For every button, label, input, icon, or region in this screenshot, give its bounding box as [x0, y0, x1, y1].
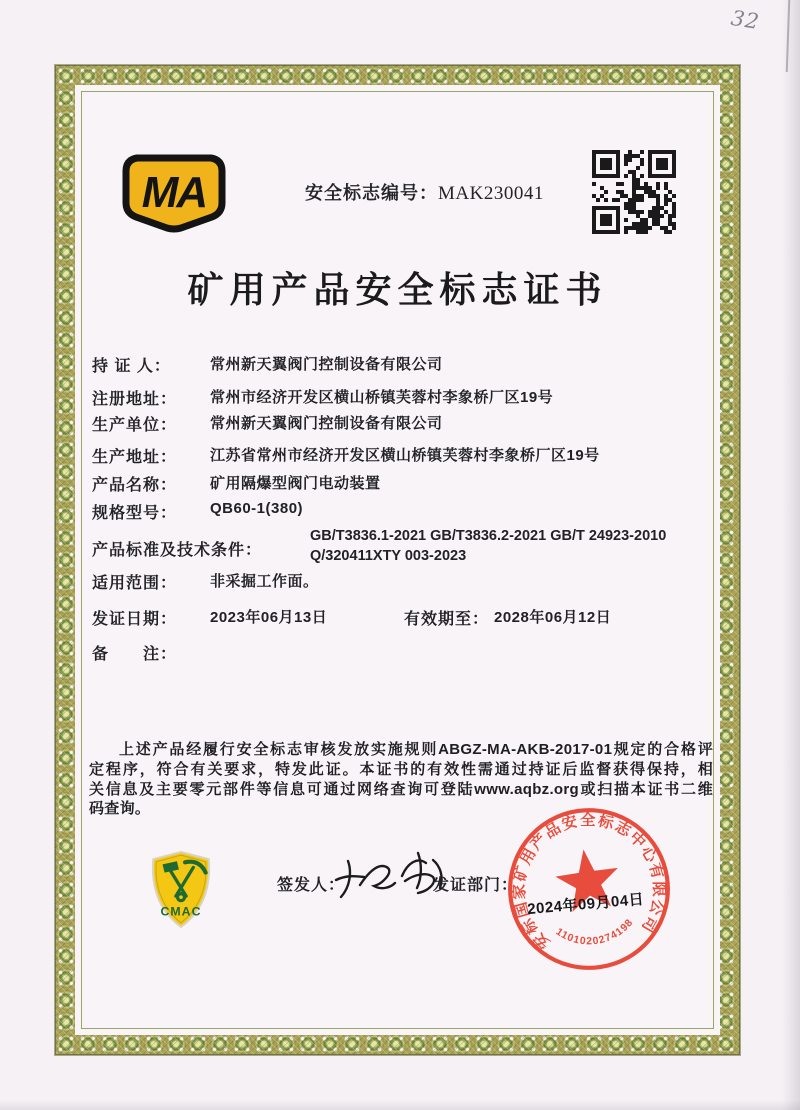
certificate-number-value: MAK230041	[438, 183, 544, 204]
field-value: 矿用隔爆型阀门电动装置	[210, 475, 381, 492]
field-value: 常州市经济开发区横山桥镇芙蓉村李象桥厂区19号	[210, 389, 554, 406]
certificate-number-label: 安全标志编号：	[305, 183, 438, 203]
signer-label: 签发人：	[277, 877, 346, 894]
department-label: 发证部门：	[433, 877, 519, 894]
stamp-date: 2024年09月04日	[526, 890, 645, 919]
scan-edge-shadow-right	[782, 0, 800, 1110]
qr-code	[592, 149, 676, 235]
handwritten-page-number: 32	[729, 5, 762, 35]
statement-line: 定程序，符合有关要求，特发此证。本证书的有效性需通过持证后监督获得保持，相	[89, 760, 713, 778]
ma-logo-text: MA	[141, 168, 207, 217]
field-value: 江苏省常州市经济开发区横山桥镇芙蓉村李象桥厂区19号	[210, 447, 600, 464]
standards-value-line1: GB/T3836.1-2021 GB/T3836.2-2021 GB/T 24923-2010	[310, 528, 667, 544]
red-official-stamp	[495, 795, 682, 982]
field-label: 注册地址：	[92, 391, 178, 408]
field-value: QB60-1(380)	[210, 500, 304, 517]
svg-text:1101020274198	[552, 916, 638, 953]
stamp-ring-text: 安标国家矿用产品安全标志中心有限公司	[511, 812, 667, 952]
cmac-label: CMAC	[160, 904, 202, 919]
statement-line: 上述产品经履行安全标志审核发放实施规则ABGZ-MA-AKB-2017-01规定的合格评	[119, 741, 713, 758]
issue-date-value: 2023年06月13日	[210, 609, 328, 626]
standards-value-line2: Q/320411XTY 003-2023	[310, 548, 467, 564]
cmac-shield-icon	[147, 850, 215, 930]
field-value: 常州新天翼阀门控制设备有限公司	[210, 356, 443, 373]
statement-line: 码查询。	[89, 800, 151, 818]
field-label: 生产地址：	[92, 449, 178, 466]
certificate-title: 矿用产品安全标志证书	[187, 270, 608, 310]
valid-until-label: 有效期至：	[404, 611, 490, 628]
statement-line: 关信息及主要零元部件等信息可通过网络查询可登陆www.aqbz.org或扫描本证书二维	[89, 780, 713, 798]
issue-date-label: 发证日期：	[92, 611, 178, 628]
field-label: 生产单位：	[92, 417, 178, 434]
field-label: 产品名称：	[92, 477, 178, 494]
certificate-number-line	[305, 179, 544, 205]
field-label: 备 注：	[92, 646, 178, 663]
field-label: 适用范围：	[92, 575, 178, 592]
field-label: 产品标准及技术条件：	[92, 542, 263, 559]
field-value: 非采掘工作面。	[210, 573, 319, 590]
scan-edge-shadow-bottom	[0, 1100, 800, 1110]
field-label: 规格型号：	[92, 505, 178, 522]
field-value: 常州新天翼阀门控制设备有限公司	[210, 415, 443, 432]
stamp-number: 1101020274198	[553, 917, 636, 948]
field-label: 持 证 人：	[92, 358, 171, 375]
ma-safety-mark-icon	[118, 147, 230, 233]
valid-until-value: 2028年06月12日	[494, 609, 612, 626]
